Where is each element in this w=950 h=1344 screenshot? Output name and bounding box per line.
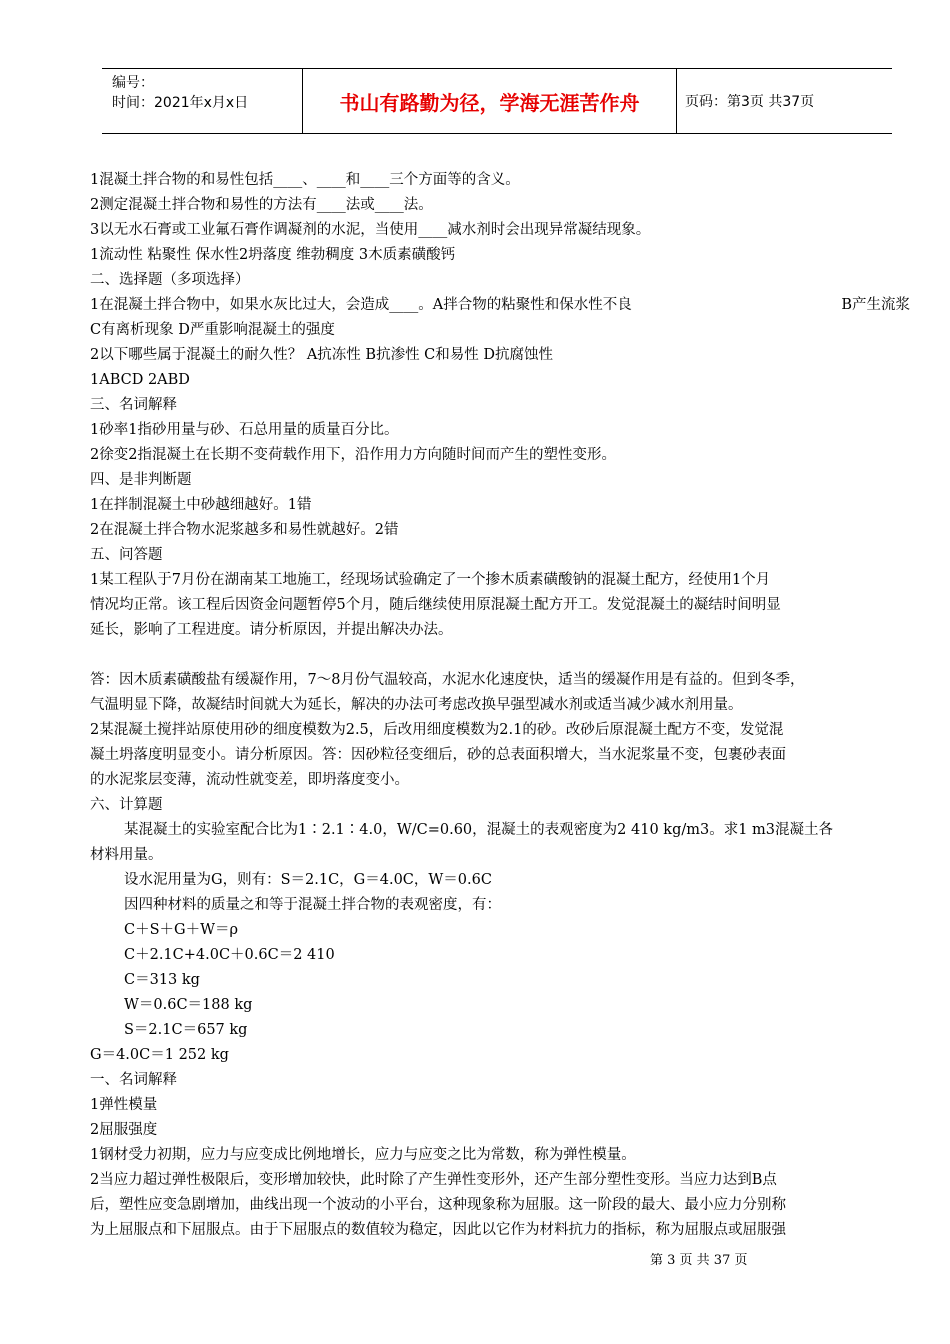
- text-line: 2徐变2指混凝土在长期不变荷载作用下，沿作用力方向随时间而产生的塑性变形。: [90, 447, 616, 463]
- text-line: 1钢材受力初期，应力与应变成比例地增长，应力与应变之比为常数，称为弹性模量。: [90, 1147, 636, 1163]
- calc-step: C＋2.1C+4.0C＋0.6C＝2 410: [124, 947, 335, 963]
- page-header: [102, 68, 892, 134]
- text-line: 答：因木质素磺酸盐有缓凝作用，7～8月份气温较高，水泥水化速度快，适当的缓凝作用是有益的。但到冬季，: [90, 672, 805, 688]
- text-line: 2某混凝土搅拌站原使用砂的细度模数为2.5，后改用细度模数为2.1的砂。改砂后原混凝土配方不变，发觉混: [90, 722, 784, 738]
- question-line: [90, 293, 910, 318]
- text-line: 材料用量。: [90, 847, 163, 863]
- text-line: 1ABCD 2ABD: [90, 372, 190, 388]
- text-line: 后，塑性应变急剧增加，曲线出现一个波动的小平台，这种现象称为屈服。这一阶段的最大、最小应力分别称: [90, 1197, 786, 1213]
- section-heading: 六、计算题: [90, 797, 163, 813]
- text-line: 凝土坍落度明显变小。请分析原因。答：因砂粒径变细后，砂的总表面积增大，当水泥浆量不变，包裹砂表面: [90, 747, 786, 763]
- section-heading: 五、问答题: [90, 547, 163, 563]
- calc-step: C＋S＋G＋W＝ρ: [124, 922, 239, 938]
- header-meta-cell: [102, 69, 303, 133]
- document-body: [90, 168, 910, 1243]
- section-heading: 二、选择题（多项选择）: [90, 272, 250, 288]
- section-heading: 四、是非判断题: [90, 472, 192, 488]
- text-line: 1砂率1指砂用量与砂、石总用量的质量百分比。: [90, 422, 399, 438]
- text-line: 气温明显下降，故凝结时间就大为延长，解决的办法可考虑改换早强型减水剂或适当减少减水剂用量。: [90, 697, 743, 713]
- document-number-label: 编号：: [112, 75, 154, 91]
- text-line: 1在拌制混凝土中砂越细越好。1错: [90, 497, 312, 513]
- text-line: 2测定混凝土拌合物和易性的方法有____法或____法。: [90, 197, 433, 213]
- page-footer: 第 3 页 共 37 页: [650, 1253, 748, 1268]
- calc-step: 因四种材料的质量之和等于混凝土拌合物的表观密度，有：: [124, 897, 501, 913]
- text-line: 3以无水石膏或工业氟石膏作调凝剂的水泥，当使用____减水剂时会出现异常凝结现象。: [90, 222, 651, 238]
- text-line: 1某工程队于7月份在湖南某工地施工，经现场试验确定了一个掺木质素磺酸钠的混凝土配方，经使用1个月: [90, 572, 771, 588]
- text-line: 2在混凝土拌合物水泥浆越多和易性就越好。2错: [90, 522, 399, 538]
- blank-line: [90, 643, 910, 668]
- text-line: 情况均正常。该工程后因资金问题暂停5个月，随后继续使用原混凝土配方开工。发觉混凝土的凝结时间明显: [90, 597, 781, 613]
- text-line: 为上屈服点和下屈服点。由于下屈服点的数值较为稳定，因此以它作为材料抗力的指标，称为屈服点或屈服强: [90, 1222, 786, 1238]
- text-line: G＝4.0C＝1 252 kg: [90, 1047, 229, 1063]
- header-motto: 书山有路勤为径，学海无涯苦作舟: [303, 69, 677, 133]
- question-option: B产生流浆: [841, 297, 910, 313]
- calc-step: W＝0.6C＝188 kg: [124, 997, 253, 1013]
- header-page-label: 页码：第3页 共37页: [685, 94, 815, 110]
- text-line: 延长，影响了工程进度。请分析原因，并提出解决办法。: [90, 622, 453, 638]
- text-line: 1混凝土拌合物的和易性包括____、____和____三个方面等的含义。: [90, 172, 520, 188]
- text-line: 1弹性模量: [90, 1097, 158, 1113]
- text-line: 2当应力超过弹性极限后，变形增加较快，此时除了产生弹性变形外，还产生部分塑性变形。当应力达到B点: [90, 1172, 777, 1188]
- text-line: 2屈服强度: [90, 1122, 158, 1138]
- section-heading: 一、名词解释: [90, 1072, 177, 1088]
- text-line: 2以下哪些属于混凝土的耐久性？ A抗冻性 B抗渗性 C和易性 D抗腐蚀性: [90, 347, 554, 363]
- calc-step: C＝313 kg: [124, 972, 200, 988]
- text-line: 的水泥浆层变薄，流动性就变差，即坍落度变小。: [90, 772, 409, 788]
- question-text: 1在混凝土拌合物中，如果水灰比过大，会造成____。A拌合物的粘聚性和保水性不良: [90, 297, 632, 313]
- text-line: 1流动性 粘聚性 保水性2坍落度 维勃稠度 3木质素磺酸钙: [90, 247, 456, 263]
- calc-step: S＝2.1C＝657 kg: [124, 1022, 248, 1038]
- calc-step: 设水泥用量为G，则有：S＝2.1C，G＝4.0C，W＝0.6C: [124, 872, 492, 888]
- calc-problem: 某混凝土的实验室配合比为1∶2.1∶4.0，W/C=0.60，混凝土的表观密度为2 410 kg/m3。求1 m3混凝土各: [124, 822, 834, 838]
- section-heading: 三、名词解释: [90, 397, 177, 413]
- text-line: C有离析现象 D严重影响混凝土的强度: [90, 322, 335, 338]
- document-time-label: 时间：2021年x月x日: [112, 95, 249, 111]
